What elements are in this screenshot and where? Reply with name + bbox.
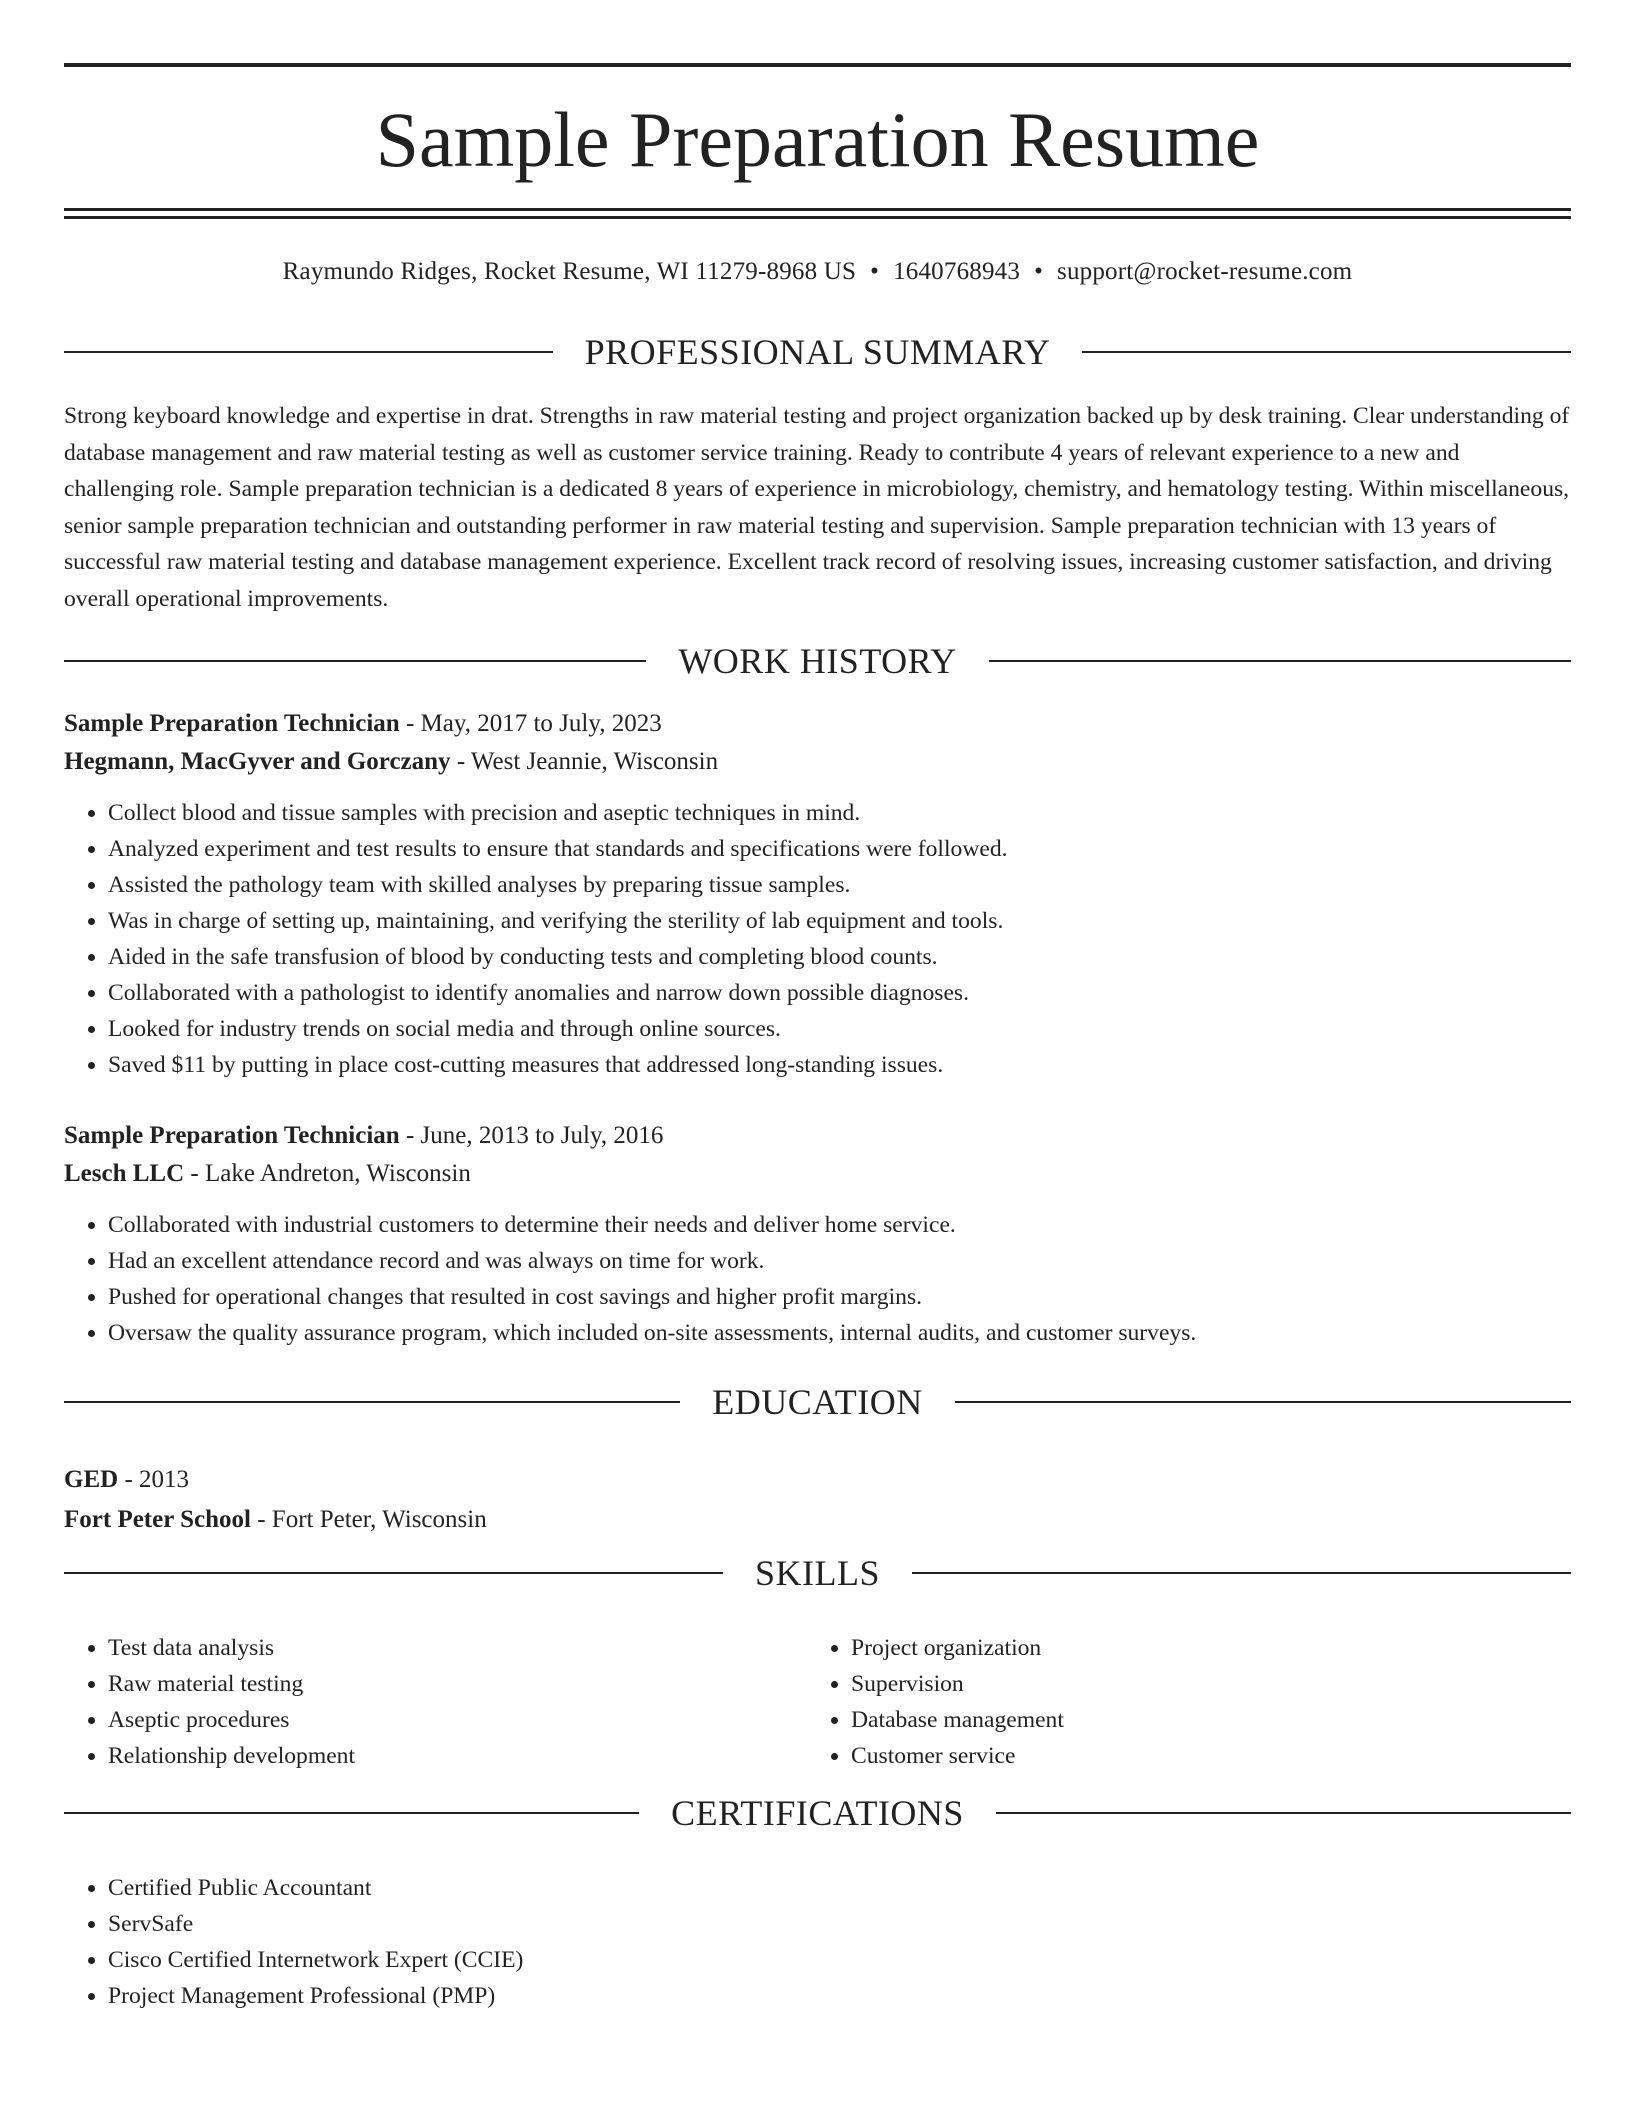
top-rule <box>64 63 1571 67</box>
contact-address: Raymundo Ridges, Rocket Resume, WI 11279-8968 US <box>282 258 857 285</box>
list-item: • Cisco Certified Internetwork Expert (CCIE) <box>108 1942 1571 1978</box>
list-item: • Relationship development <box>108 1738 807 1774</box>
job-dates: - June, 2013 to July, 2016 <box>399 1122 664 1149</box>
heading-rule <box>996 1812 1571 1814</box>
list-item: • Project organization <box>851 1630 1550 1666</box>
skills-list-left <box>64 1630 807 1774</box>
list-item: • Analyzed experiment and test results to ensure that standards and specifications were followed. <box>108 831 1571 867</box>
education-degree: GED <box>64 1466 119 1493</box>
education-school-line <box>64 1500 1571 1540</box>
contact-email: support@rocket-resume.com <box>1057 258 1353 285</box>
list-item: • Database management <box>851 1702 1550 1738</box>
title-rule-lower <box>64 216 1571 219</box>
list-item: • Customer service <box>851 1738 1550 1774</box>
heading-rule <box>1082 351 1571 353</box>
list-item: • Pushed for operational changes that resulted in cost savings and higher profit margins. <box>108 1279 1571 1315</box>
section-title: CERTIFICATIONS <box>671 1793 964 1833</box>
title-rule-upper <box>64 208 1571 211</box>
resume-title: Sample Preparation Resume <box>375 96 1260 183</box>
contact-separator: • <box>1034 258 1044 285</box>
summary-text: Strong keyboard knowledge and expertise in drat. Strengths in raw material testing and project organization backed up by desk training. Clear understanding of database management and raw material testing as well as customer service training. Ready to contribute 4 years of relevant experience to a new and challenging role. Sample preparation technician is a dedicated 8 years of experience in microbiology, chemistry, and hematology testing. Within miscellaneous, senior sample preparation technician and outstanding performer in raw material testing and supervision. Sample preparation technician with 13 years of successful raw material testing and database management experience. Excellent track record of resolving issues, increasing customer satisfaction, and driving overall operational improvements. <box>64 403 1570 612</box>
job-title-line <box>64 1117 1571 1155</box>
education-location: - Fort Peter, Wisconsin <box>250 1506 487 1533</box>
section-title: PROFESSIONAL SUMMARY <box>584 332 1051 372</box>
job-company-line <box>64 1155 1571 1193</box>
heading-rule <box>912 1572 1571 1574</box>
section-title: SKILLS <box>755 1553 881 1593</box>
heading-rule <box>989 660 1571 662</box>
heading-rule <box>64 1572 723 1574</box>
contact-phone: 1640768943 <box>893 258 1021 285</box>
list-item: • Collaborated with a pathologist to identify anomalies and narrow down possible diagnoses. <box>108 975 1571 1011</box>
list-item: • Certified Public Accountant <box>108 1870 1571 1906</box>
list-item: • Saved $11 by putting in place cost-cutting measures that addressed long-standing issues. <box>108 1047 1571 1083</box>
list-item: • Project Management Professional (PMP) <box>108 1978 1571 2014</box>
list-item: • Assisted the pathology team with skilled analyses by preparing tissue samples. <box>108 867 1571 903</box>
list-item: • Oversaw the quality assurance program, which included on-site assessments, internal audits, and customer surveys. <box>108 1315 1571 1351</box>
list-item: • Collect blood and tissue samples with precision and aseptic techniques in mind. <box>108 795 1571 831</box>
section-heading-education <box>64 1380 1571 1424</box>
list-item: • Supervision <box>851 1666 1550 1702</box>
list-item: • Aided in the safe transfusion of blood by conducting tests and completing blood counts. <box>108 939 1571 975</box>
section-title: WORK HISTORY <box>678 641 957 681</box>
job-company-line <box>64 743 1571 781</box>
job-dates: - May, 2017 to July, 2023 <box>399 710 662 737</box>
certifications-block <box>64 1870 1571 2014</box>
list-item: • Was in charge of setting up, maintaining, and verifying the sterility of lab equipment and tools. <box>108 903 1571 939</box>
job-company: Hegmann, MacGyver and Gorczany <box>64 748 451 775</box>
job-entry-1 <box>64 705 1571 1083</box>
list-item: • ServSafe <box>108 1906 1571 1942</box>
job-title-line <box>64 705 1571 743</box>
list-item: • Test data analysis <box>108 1630 807 1666</box>
job-company: Lesch LLC <box>64 1160 185 1187</box>
heading-rule <box>64 1401 680 1403</box>
skills-columns <box>64 1630 1571 1774</box>
contact-line <box>64 256 1571 288</box>
section-heading-skills <box>64 1551 1571 1595</box>
list-item: • Raw material testing <box>108 1666 807 1702</box>
list-item: • Had an excellent attendance record and was always on time for work. <box>108 1243 1571 1279</box>
education-degree-line <box>64 1460 1571 1500</box>
section-heading-summary <box>64 330 1571 374</box>
heading-rule <box>955 1401 1571 1403</box>
job-bullets <box>64 795 1571 1083</box>
heading-rule <box>64 1812 639 1814</box>
heading-rule <box>64 351 553 353</box>
heading-rule <box>64 660 646 662</box>
job-location: - Lake Andreton, Wisconsin <box>184 1160 471 1187</box>
education-year: - 2013 <box>118 1466 190 1493</box>
education-entry <box>64 1460 1571 1540</box>
list-item: • Collaborated with industrial customers to determine their needs and deliver home service. <box>108 1207 1571 1243</box>
section-heading-certifications <box>64 1791 1571 1835</box>
education-school: Fort Peter School <box>64 1506 251 1533</box>
job-location: - West Jeannie, Wisconsin <box>450 748 719 775</box>
contact-separator: • <box>870 258 880 285</box>
job-title: Sample Preparation Technician <box>64 710 400 737</box>
job-title: Sample Preparation Technician <box>64 1122 400 1149</box>
section-title: EDUCATION <box>712 1382 923 1422</box>
list-item: • Aseptic procedures <box>108 1702 807 1738</box>
certifications-list <box>64 1870 1571 2014</box>
skills-list-right <box>807 1630 1550 1774</box>
job-entry-2 <box>64 1117 1571 1351</box>
list-item: • Looked for industry trends on social media and through online sources. <box>108 1011 1571 1047</box>
section-heading-work-history <box>64 639 1571 683</box>
job-bullets <box>64 1207 1571 1351</box>
